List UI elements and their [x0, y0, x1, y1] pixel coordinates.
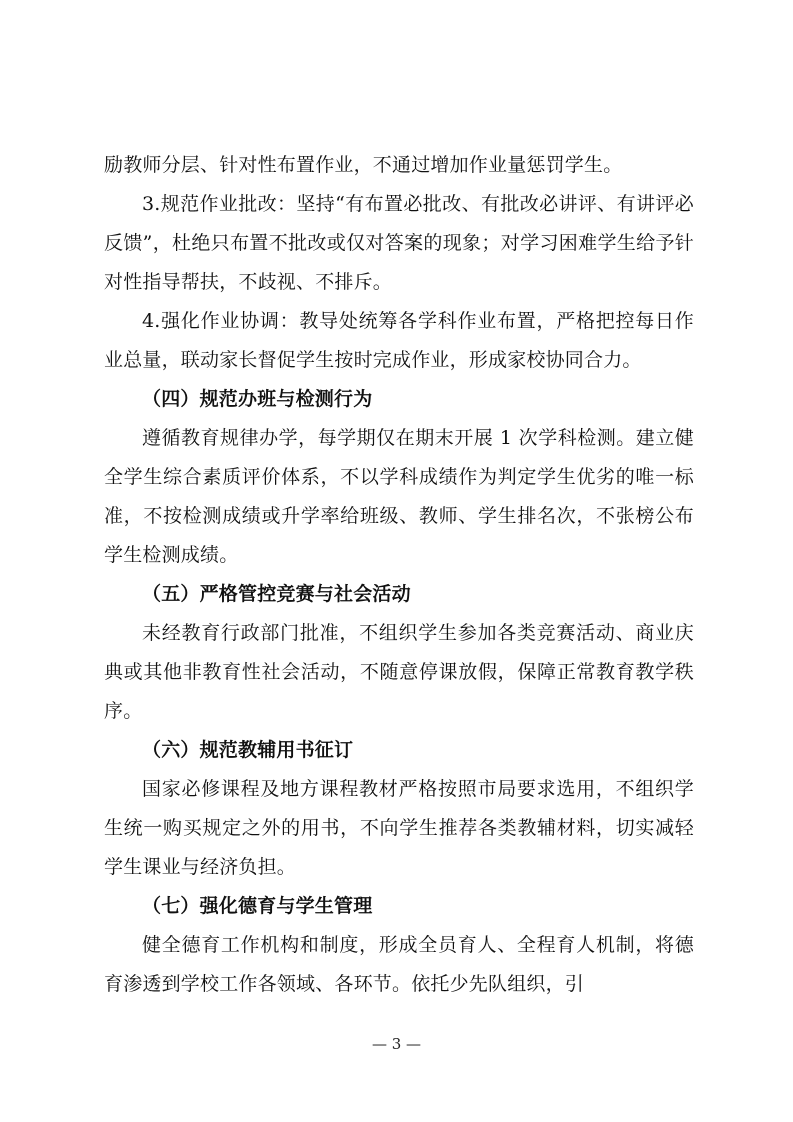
paragraph-item-4: 4.强化作业协调：教导处统筹各学科作业布置，严格把控每日作业总量，联动家长督促学生按时完成作业，形成家校协同合力。: [104, 310, 694, 371]
section-heading-5: （五）严格管控竞赛与社会活动: [142, 583, 411, 605]
section-body-5: 未经教育行政部门批准，不组织学生参加各类竞赛活动、商业庆典或其他非教育性社会活动，不随意停课放假，保障正常教育教学秩序。: [104, 622, 694, 722]
section-body-6: 国家必修课程及地方课程教材严格按照市局要求选用，不组织学生统一购买规定之外的用书，不向学生推荐各类教辅材料，切实减轻学生课业与经济负担。: [104, 778, 694, 878]
section-heading-6: （六）规范教辅用书征订: [142, 739, 354, 761]
paragraph-continuation: 励教师分层、针对性布置作业，不通过增加作业量惩罚学生。: [104, 154, 623, 176]
document-body: [104, 146, 694, 1004]
section-body-4: 遵循教育规律办学，每学期仅在期末开展 1 次学科检测。建立健全学生综合素质评价体系，不以学科成绩作为判定学生优劣的唯一标准，不按检测成绩或升学率给班级、教师、学生排名次，不张榜公布学生检测成绩。: [104, 427, 694, 566]
section-heading-7: （七）强化德育与学生管理: [142, 895, 373, 917]
section-body-7: 健全德育工作机构和制度，形成全员育人、全程育人机制，将德育渗透到学校工作各领域、各环节。依托少先队组织，引: [104, 934, 694, 995]
section-heading-4: （四）规范办班与检测行为: [142, 388, 373, 410]
paragraph-item-3: 3.规范作业批改：坚持“有布置必批改、有批改必讲评、有讲评必反馈”，杜绝只布置不批改或仅对答案的现象；对学习困难学生给予针对性指导帮扶，不歧视、不排斥。: [104, 193, 694, 293]
page-number: — 3 —: [371, 1035, 422, 1053]
